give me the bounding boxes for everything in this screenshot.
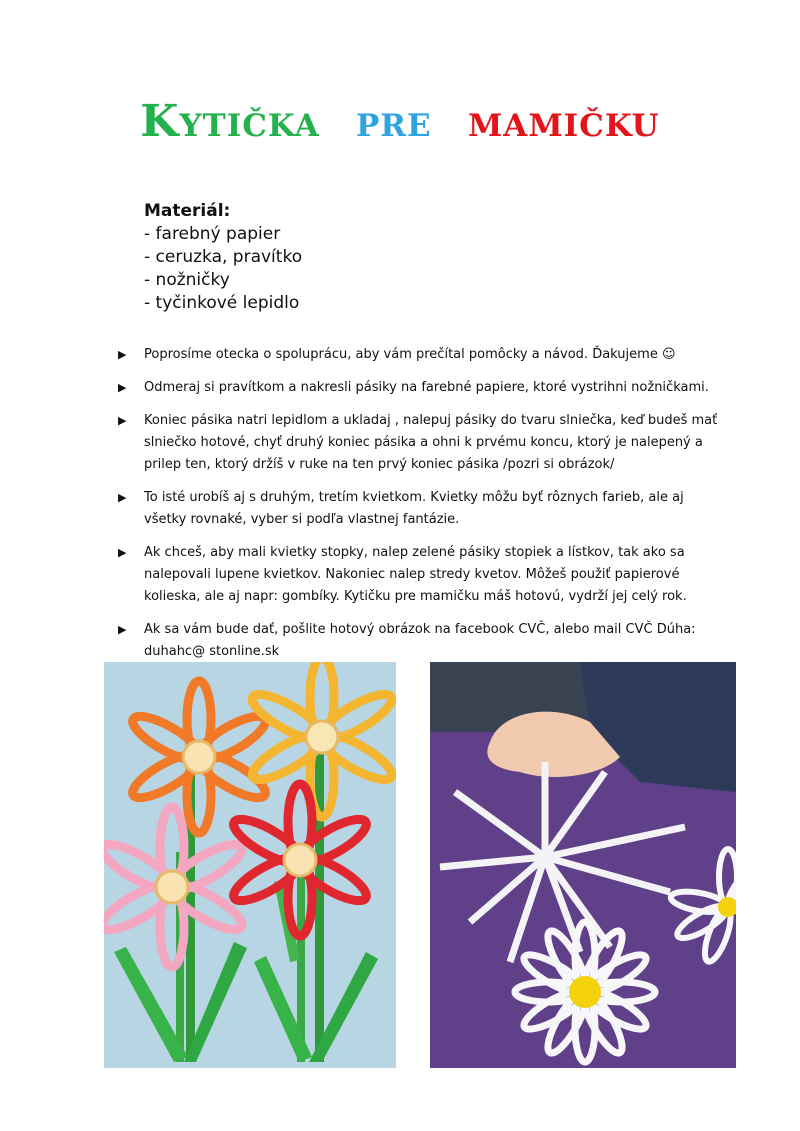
arrow-bullet-icon: ▶: [118, 381, 127, 394]
flowers-illustration: [104, 662, 396, 1068]
materials-heading: Materiál:: [144, 201, 231, 221]
instruction-text: Odmeraj si pravítkom a nakresli pásiky na farebné papiere, ktoré vystrihni nožničkami.: [144, 380, 709, 395]
arrow-bullet-icon: ▶: [118, 546, 127, 559]
arrow-bullet-icon: ▶: [118, 348, 127, 361]
title-word-mamicku: mamičku: [467, 96, 660, 147]
instruction-step: [118, 410, 718, 476]
arrow-bullet-icon: ▶: [118, 414, 127, 427]
materials-item: - tyčinkové lepidlo: [144, 293, 300, 313]
photo-white-paper-flowers: [430, 662, 736, 1068]
instruction-text: Poprosíme otecka o spoluprácu, aby vám prečítal pomôcky a návod. Ďakujeme ☺: [144, 347, 676, 362]
page-title: [0, 96, 800, 147]
instruction-step: [118, 619, 718, 663]
instruction-text: Ak sa vám bude dať, pošlite hotový obrázok na facebook CVČ, alebo mail CVČ Dúha: duhahc@ stonline.sk: [144, 622, 696, 659]
materials-item: - farebný papier: [144, 224, 281, 244]
instruction-step: [118, 487, 718, 531]
instruction-text: To isté urobíš aj s druhým, tretím kvietkom. Kvietky môžu byť rôznych farieb, ale aj všetky rovnaké, vyber si podľa vlastnej fantázie.: [144, 490, 684, 527]
photo-colorful-paper-flowers: [104, 662, 396, 1068]
materials-item: - ceruzka, pravítko: [144, 247, 303, 267]
arrow-bullet-icon: ▶: [118, 491, 127, 504]
materials-item: - nožničky: [144, 270, 230, 290]
arrow-bullet-icon: ▶: [118, 623, 127, 636]
instruction-text: Koniec pásika natri lepidlom a ukladaj , nalepuj pásiky do tvaru slniečka, keď budeš mať slniečko hotové, chyť druhý koniec pásika a ohni k prvému koncu, ktorý je nalepený a prilep ten, ktorý držíš v ruke na ten prvý koniec pásika /pozri si obrázok/: [144, 413, 718, 472]
title-word-pre: pre: [355, 96, 432, 147]
instruction-step: [118, 344, 718, 366]
materials-section: [144, 200, 302, 315]
instruction-step: [118, 542, 718, 608]
daisy-illustration: [430, 662, 736, 1068]
title-word-kyticka: Kytička: [140, 96, 320, 147]
instructions-list: [118, 344, 718, 674]
instruction-step: [118, 377, 718, 399]
instruction-text: Ak chceš, aby mali kvietky stopky, nalep zelené pásiky stopiek a lístkov, tak ako sa nalepovali lupene kvietkov. Nakoniec nalep stredy kvetov. Môžeš použiť papierové kolieska, ale aj napr: gombíky. Kytičku pre mamičku máš hotovú, vydrží jej celý rok.: [144, 545, 687, 604]
